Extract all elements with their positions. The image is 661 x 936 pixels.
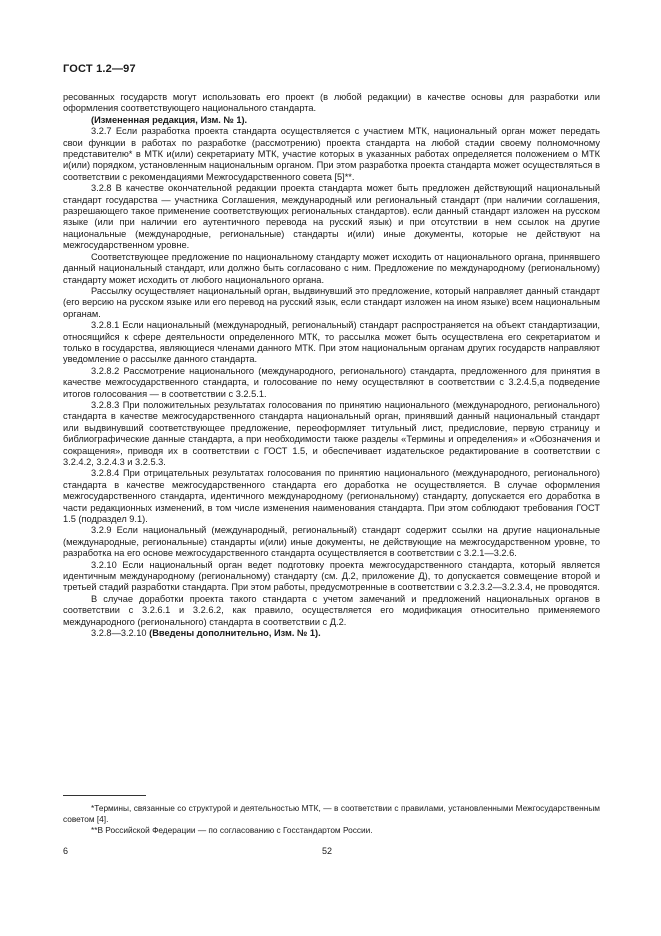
amendment-note: (Измененная редакция, Изм. № 1). [91, 114, 248, 125]
document-header: ГОСТ 1.2—97 [63, 63, 136, 75]
clause-3-2-8-1: 3.2.8.1 Если национальный (международный, региональный) стандарт распространяется на объект стандартизации, относящийся к сфере деятельности определенного МТК, то рассылка может быть осуществлена его секретариатом и только в государства, являющиеся членами данного МТК. При этом национальным органам других государств направляют уведомление о рассылке данного стандарта. [63, 320, 600, 365]
page-number-center: 52 [322, 846, 333, 856]
footnotes [63, 803, 600, 837]
footnote-divider [63, 795, 146, 796]
document-body [63, 92, 600, 640]
footnote-2: **В Российской Федерации — по согласованию с Госстандартом России. [91, 825, 373, 836]
clause-3-2-8-4: 3.2.8.4 При отрицательных результатах голосования по принятию национального (международного, регионального) стандарта в качестве межгосударственного стандарта его доработка не осуществляется. В случае оформления межгосударственного стандарта, идентичного международному (региональному) стандарту, допускается его доработка в части редакционных изменений, в том числе изменения наименования стандарта. При этом соблюдают требования ГОСТ 1.5 (подраздел 9.1). [63, 468, 600, 525]
clause-3-2-8-3: 3.2.8.3 При положительных результатах голосования по принятию национального (международного, регионального) стандарта в качестве межгосударственного стандарта национальный орган, принявший данный национальный стандарт или выдвинувший соответствующее предложение, переоформляет титульный лист, предисловие, первую страницу и библиографические данные стандарта, а при необходимости также разделы «Термины и определения» и «Обозначения и сокращения», приводя их в соответствии с ГОСТ 1.5, и обеспечивает издательское редактирование в соответствии с 3.2.4.2, 3.2.4.3 и 3.2.5.3. [63, 399, 600, 467]
clause-3-2-8: 3.2.8 В качестве окончательной редакции проекта стандарта может быть предложен действующий национальный стандарт государства — участника Соглашения, международный или региональный стандарт (при наличии соглашения, разрешающего такое применение соответствующих региональных стандартов). если данный стандарт изложен на русском языке (или при наличии его аутентичного перевода на русский язык) и при отсутствии в нем ссылок на другие национальные (международные, региональные) стандарты и(или) иные документы, которые не действуют на межгосударственном уровне. [63, 183, 600, 251]
clause-3-2-8-2: 3.2.8.2 Рассмотрение национального (международного, регионального) стандарта, предложенного для принятия в качестве межгосударственного стандарта, и голосование по нему осуществляют в соответствии с 3.2.4.5,а подведение итогов голосования — в соответствии с 3.2.5.1. [63, 365, 600, 399]
page-number-left: 6 [63, 846, 69, 856]
footnote-1: *Термины, связанные со структурой и деятельностью МТК, — в соответствии с правилами, установленными Межгосударственным советом [4]. [63, 803, 600, 825]
amendment-bold-text: (Введены дополнительно, Изм. № 1). [149, 628, 321, 639]
paragraph-continuation: ресованных государств могут использовать его проект (в любой редакции) в качестве основы для разработки или оформления соответствующего национального стандарта. [63, 92, 600, 114]
clause-3-2-10: 3.2.10 Если национальный орган ведет подготовку проекта межгосударственного стандарта, который является идентичным международному (региональному) стандарту (см. Д.2, приложение Д), то допускается совмещение второй и третьей стадий разработки стандарта. При этом работы, предусмотренные в соответствии с 3.2.3.2—3.2.3.4, не проводятся. [63, 559, 600, 593]
paragraph-proposal: Соответствующее предложение по национальному стандарту может исходить от национального органа, принявшего данный национальный стандарт, или должно быть согласовано с ним. Предложение по международному (региональному) стандарту может исходить от любого национального органа. [63, 251, 600, 285]
clause-3-2-7: 3.2.7 Если разработка проекта стандарта осуществляется с участием МТК, национальный орган может передать свои функции в работах по разработке (рассмотрению) проекта стандарта на любой стадии своему полномочному представителю* в МТК и(или) секретариату МТК, участие которых в указанных работах определяется положением о МТК и(или) порядком, установленным национальным органом. При этом разработка проекта стандарта может осуществляться в соответствии с рекомендациями Межгосударственного совета [5]**. [63, 126, 600, 182]
paragraph-modification: В случае доработки проекта такого стандарта с учетом замечаний и предложений национальных органов в соответствии с 3.2.6.1 и 3.2.6.2, как правило, осуществляется его модификация относительно применяемого международного (регионального) стандарта в соответствии с Д.2. [63, 593, 600, 627]
amendment-introduced-note [63, 628, 600, 639]
clause-3-2-9: 3.2.9 Если национальный (международный, региональный) стандарт содержит ссылки на другие национальные (международные, региональные) стандарты и(или) иные документы, не действующие на межгосударственном уровне, то разработка на его основе межгосударственного стандарта осуществляется в соответствии с 3.2.1—3.2.6. [63, 525, 600, 559]
paragraph-distribution: Рассылку осуществляет национальный орган, выдвинувший это предложение, который направляет данный стандарт (его версию на русском языке или его перевод на русский язык, если стандарт изложен на ином языке) всем национальным органам. [63, 285, 600, 319]
amendment-clauses: 3.2.8—3.2.10 [91, 628, 150, 639]
